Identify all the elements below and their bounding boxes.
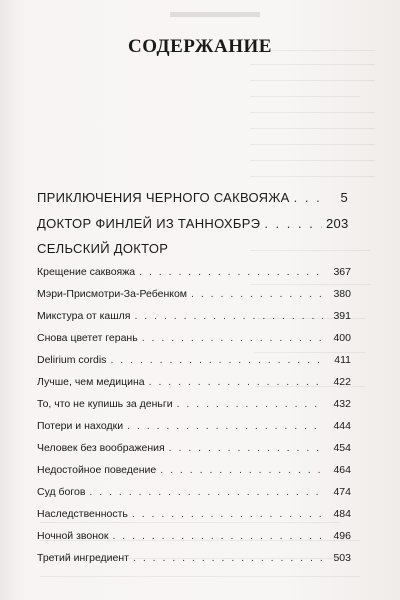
toc-entry-page: 484 <box>333 508 351 520</box>
toc-entry-page: 400 <box>333 332 351 344</box>
toc-chapter-entry[interactable] <box>0 464 400 476</box>
toc-entry-page: 411 <box>334 354 351 366</box>
leader-dots <box>294 190 322 205</box>
toc-entry-page: 422 <box>333 376 351 388</box>
toc-entry-label: Крещение саквояжа <box>37 266 136 278</box>
toc-chapter-entry[interactable] <box>0 552 400 564</box>
toc-chapter-entry[interactable] <box>0 420 400 432</box>
toc-chapter-entry[interactable] <box>0 442 400 454</box>
leader-dots <box>160 464 323 476</box>
toc-chapter-entry[interactable] <box>0 288 400 300</box>
toc-part-entry[interactable] <box>0 216 400 231</box>
toc-entry-label: То, что не купишь за деньги <box>37 398 173 410</box>
toc-chapter-entry[interactable] <box>0 398 400 410</box>
toc-entry-label: Суд богов <box>37 486 86 498</box>
running-header-strip <box>170 12 260 17</box>
leader-dots <box>169 442 323 454</box>
toc-entry-page: 432 <box>333 398 351 410</box>
toc-entry-page: 391 <box>333 310 351 322</box>
toc-entry-page: 454 <box>333 442 351 454</box>
toc-entry-label: Третий ингредиент <box>37 552 129 564</box>
toc-chapter-entry[interactable] <box>0 310 400 322</box>
toc-entry-page: 444 <box>333 420 351 432</box>
leader-dots <box>142 332 323 344</box>
leader-dots <box>191 288 323 300</box>
toc-chapter-entry[interactable] <box>0 486 400 498</box>
toc-chapter-entry[interactable] <box>0 354 400 366</box>
toc-chapter-entry[interactable] <box>0 266 400 278</box>
toc-entry-page: 474 <box>333 486 351 498</box>
toc-entry-label: ДОКТОР ФИНЛЕЙ ИЗ ТАННОХБРЭ <box>37 216 261 231</box>
leader-dots <box>134 310 323 322</box>
toc-entry-label: Наследственность <box>37 508 128 520</box>
leader-dots <box>139 266 323 278</box>
leader-dots <box>110 354 323 366</box>
page-title: СОДЕРЖАНИЕ <box>128 36 272 57</box>
toc-chapter-entry[interactable] <box>0 530 400 542</box>
toc-part-entry[interactable] <box>0 190 400 205</box>
leader-dots <box>177 398 323 410</box>
leader-dots <box>89 486 323 498</box>
toc-chapter-entry[interactable] <box>0 376 400 388</box>
toc-entry-label: Микстура от кашля <box>37 310 131 322</box>
toc-chapter-entry[interactable] <box>0 508 400 520</box>
toc-entry-label: Потери и находки <box>37 420 124 432</box>
leader-dots <box>264 216 322 231</box>
toc-entry-page: 496 <box>333 530 351 542</box>
toc-entry-label: Человек без воображения <box>37 442 165 454</box>
toc-entry-label: Delirium cordis <box>37 354 107 366</box>
leader-dots <box>149 376 323 388</box>
toc-section-heading: СЕЛЬСКИЙ ДОКТОР <box>37 241 169 256</box>
toc-entry-page: 503 <box>333 552 351 564</box>
toc-entry-label: ПРИКЛЮЧЕНИЯ ЧЕРНОГО САКВОЯЖА <box>37 190 290 205</box>
toc-entry-page: 367 <box>333 266 351 278</box>
toc-chapter-entry[interactable] <box>0 332 400 344</box>
toc-entry-label: Недостойное поведение <box>37 464 157 476</box>
toc-entry-page: 203 <box>326 216 349 231</box>
leader-dots <box>127 420 323 432</box>
toc-entry-page: 380 <box>333 288 351 300</box>
leader-dots <box>112 530 323 542</box>
toc-entry-page: 464 <box>333 464 351 476</box>
leader-dots <box>132 508 323 520</box>
toc-entry-page: 5 <box>340 190 348 205</box>
toc-entry-label: Лучше, чем медицина <box>37 376 145 388</box>
toc-entry-label: Снова цветет герань <box>37 332 138 344</box>
toc-entry-label: Ночной звонок <box>37 530 109 542</box>
toc-entry-label: Мэри-Присмотри-За-Ребенком <box>37 288 188 300</box>
leader-dots <box>133 552 323 564</box>
